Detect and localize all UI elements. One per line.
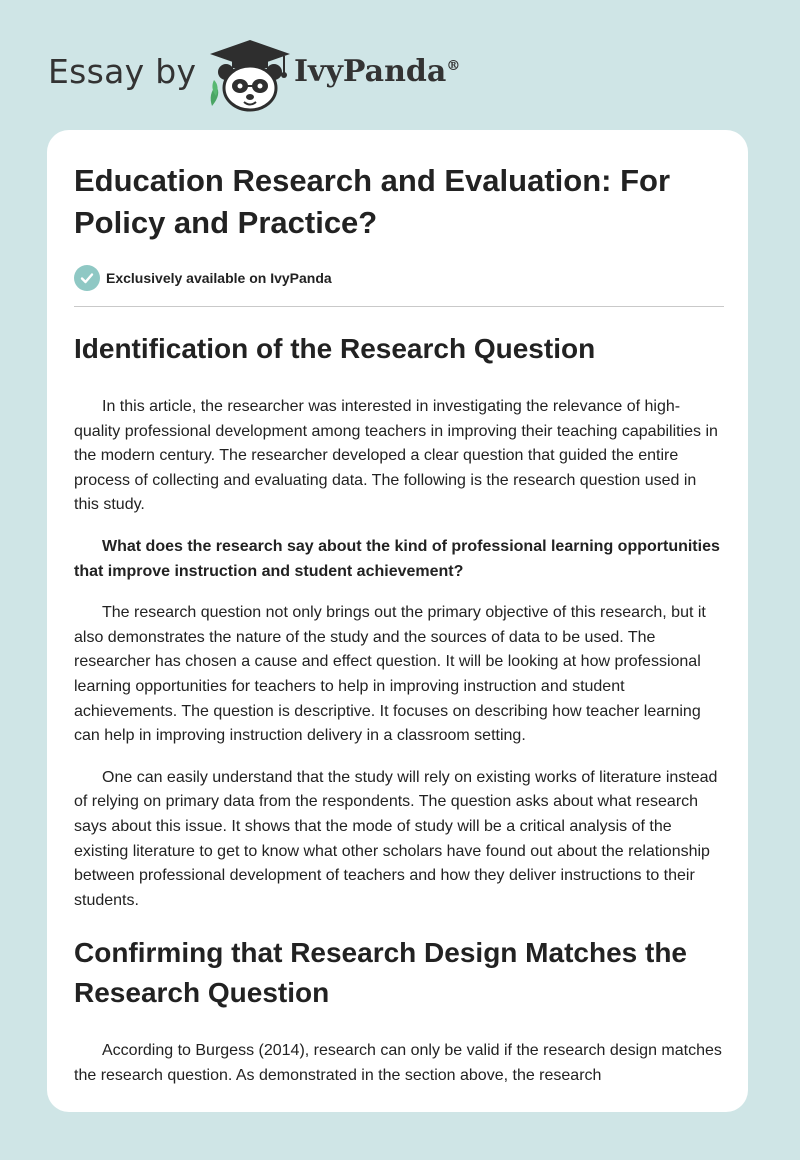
brand-name[interactable] bbox=[294, 54, 460, 89]
paragraph: One can easily understand that the study will rely on existing works of literature instead of relying on primary data from the respondents. The question asks about what research says about this issue. It shows that the mode of study will be a critical analysis of the existing literature to get to know what other scholars have found out about the relationship between professional development of teachers and how they deliver instructions to their students. bbox=[74, 768, 718, 909]
check-circle-icon bbox=[74, 265, 100, 291]
paragraph: According to Burgess (2014), research can only be valid if the research design matches the research question. As demonstrated in the section above, the research bbox=[74, 1042, 722, 1084]
exclusive-label: Exclusively available on IvyPanda bbox=[106, 270, 332, 286]
section-heading: Identification of the Research Question bbox=[74, 333, 596, 364]
paragraph: In this article, the researcher was interested in investigating the relevance of high-quality professional development among teachers in improving their teaching capabilities in the modern century. The researcher developed a clear question that guided the entire process of collecting and evaluating data. The following is the research question used in this study. bbox=[74, 398, 718, 514]
article-card bbox=[47, 130, 748, 1112]
panda-graduation-cap-icon bbox=[202, 36, 298, 114]
registered-mark: ® bbox=[446, 58, 461, 74]
site-header bbox=[48, 30, 548, 110]
title-divider bbox=[74, 306, 724, 307]
article-title: Education Research and Evaluation: For Policy and Practice? bbox=[74, 163, 671, 240]
paragraph: The research question not only brings out the primary objective of this research, but it also demonstrates the nature of the study and the sources of data to be used. The researcher has chosen a cause and effect question. It will be looking at how professional learning opportunities for teachers to help in improving instruction and student achievements. The question is descriptive. It focuses on describing how teacher learning can help in improving instruction delivery in a classroom setting. bbox=[74, 604, 706, 745]
article-content bbox=[74, 160, 724, 1088]
section-heading: Confirming that Research Design Matches the Research Question bbox=[74, 937, 688, 1009]
essay-by-label: Essay by bbox=[48, 52, 197, 91]
brand-text: IvyPanda bbox=[294, 54, 447, 89]
research-question: What does the research say about the kind of professional learning opportunities that improve instruction and student achievement? bbox=[74, 537, 720, 580]
exclusive-badge bbox=[74, 264, 724, 292]
